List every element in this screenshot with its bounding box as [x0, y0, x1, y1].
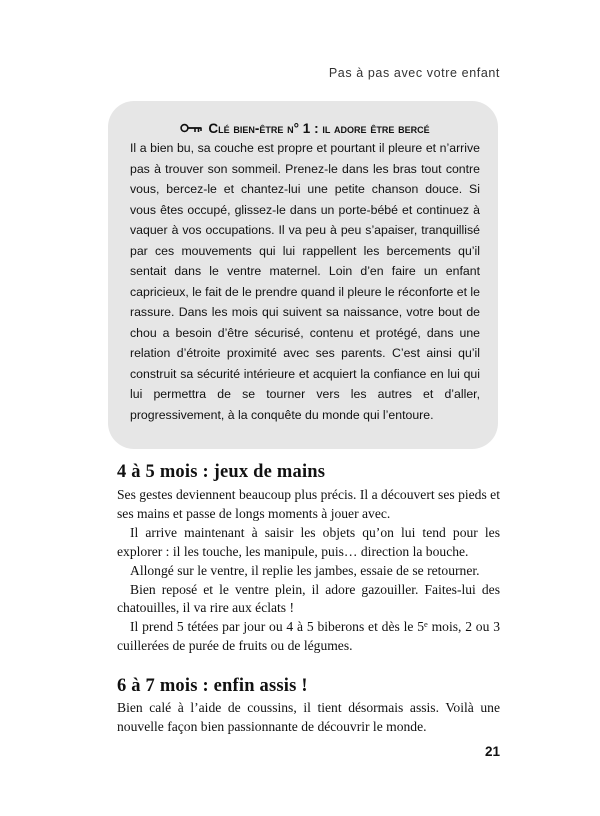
section-body-6-7-months [117, 699, 500, 737]
paragraph-text-start: Il prend 5 tétées par jour ou 4 à 5 biberons et dès le 5 [130, 619, 424, 635]
wellbeing-key-box [108, 101, 498, 449]
paragraph: Allongé sur le ventre, il replie les jambes, essaie de se retourner. [130, 562, 480, 578]
paragraph-text-end: mois, 2 ou 3 cuillerées de purée de fruits ou de légumes. [117, 619, 500, 654]
section-heading-6-7-months: 6 à 7 mois : enfin assis ! [117, 676, 308, 696]
section-body-4-5-months [117, 486, 500, 656]
paragraph: Bien reposé et le ventre plein, il adore gazouiller. Faites-lui des chatouilles, il va rire aux éclats ! [117, 581, 500, 616]
paragraph: Bien calé à l’aide de coussins, il tient désormais assis. Voilà une nouvelle façon bien passionnante de découvrir le monde. [117, 700, 500, 734]
paragraph [117, 618, 500, 656]
paragraph: Ses gestes deviennent beaucoup plus précis. Il a découvert ses pieds et ses mains et passe de longs moments à jouer avec. [117, 487, 500, 521]
key-icon [180, 123, 202, 133]
section-heading-4-5-months: 4 à 5 mois : jeux de mains [117, 462, 326, 482]
page-number: 21 [484, 744, 500, 759]
box-title-text: Clé bien-être n° 1 : il adore être bercé [208, 121, 430, 136]
box-title [130, 121, 480, 136]
superscript: e [424, 619, 428, 630]
running-header: Pas à pas avec votre enfant [328, 66, 500, 80]
paragraph: Il arrive maintenant à saisir les objets qu’on lui tend pour les explorer : il les touche, les manipule, puis… direction la bouche. [117, 524, 500, 559]
box-body-text: Il a bien bu, sa couche est propre et pourtant il pleure et n’arrive pas à trouver son sommeil. Prenez-le dans les bras tout contre vous, bercez-le et chantez-lui une petite chanson douce. Si vous êtes occupé, glissez-le dans un porte-bébé et continuez à vaquer à vos occupations. Il va peu à peu s’apaiser, tranquillisé par ces mouvements qui lui rappellent les bercements qu’il sentait dans le ventre maternel. Loin d’en faire un enfant capricieux, le fait de le prendre quand il pleure le réconforte et le rassure. Dans les mois qui suivent sa naissance, votre bout de chou a besoin d’être sécurisé, contenu et protégé, dans une relation d’étroite proximité avec ses parents. C’est ainsi qu’il construit sa sécurité intérieure et acquiert la confiance en lui qui lui permettra de se tourner vers les autres et d’aller, progressivement, à la conquête du monde qui l’entoure. [130, 141, 480, 422]
